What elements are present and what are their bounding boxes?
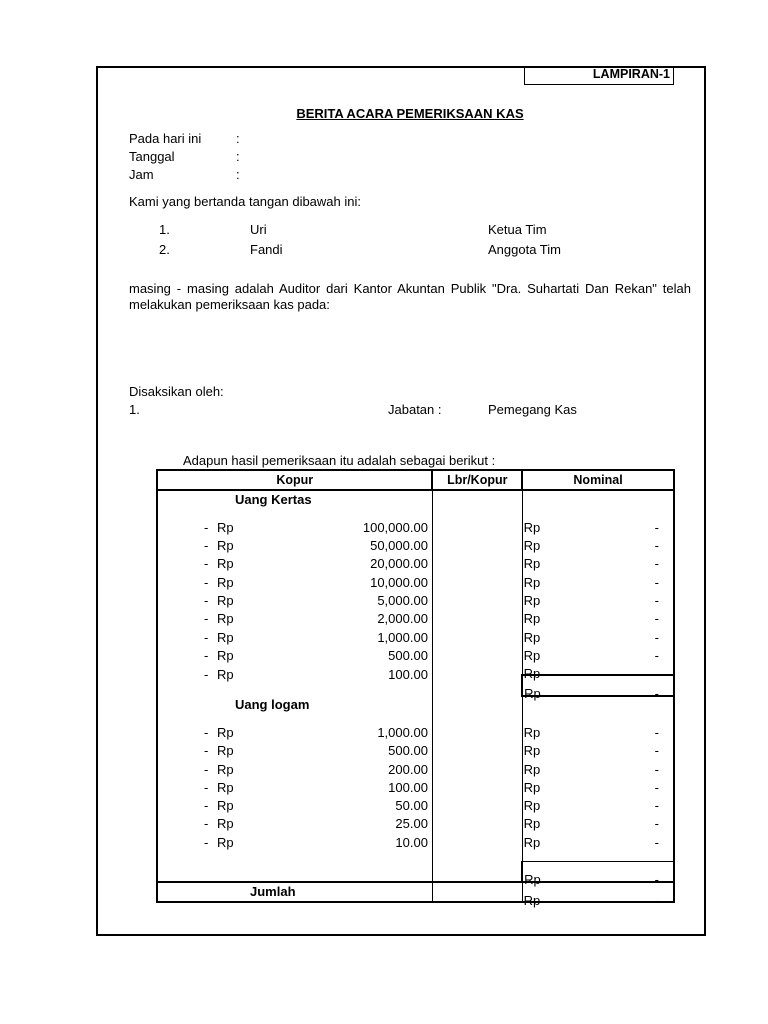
lbr-cell <box>432 546 522 564</box>
nominal-cell <box>522 619 674 645</box>
jabatan-value: Pemegang Kas <box>488 402 577 417</box>
lbr-cell <box>432 601 522 619</box>
team-name: Fandi <box>250 242 283 257</box>
table-row <box>157 601 674 619</box>
nominal-cell <box>522 656 674 682</box>
row-dash: - <box>204 816 209 832</box>
table-row <box>157 583 674 601</box>
nominal-value: - <box>654 816 659 832</box>
lbr-cell <box>432 770 522 788</box>
lbr-cell <box>432 806 522 824</box>
nominal-value: - <box>654 761 659 777</box>
nominal-cell <box>522 528 674 554</box>
intro-text: Kami yang bertanda tangan dibawah ini: <box>129 194 361 209</box>
denomination-value: 100.00 <box>388 779 428 795</box>
nominal-value: - <box>654 574 659 590</box>
team-no: 2. <box>159 242 170 257</box>
row-currency: Rp <box>217 834 234 850</box>
team-role: Ketua Tim <box>488 222 547 237</box>
row-currency: Rp <box>217 798 234 814</box>
total-row <box>157 882 674 902</box>
lbr-cell <box>432 788 522 806</box>
denomination-value: 200.00 <box>388 761 428 777</box>
row-dash: - <box>204 834 209 850</box>
table-row <box>157 788 674 806</box>
field-sep-time: : <box>236 167 240 182</box>
denomination-value: 10.00 <box>395 834 428 850</box>
row-dash: - <box>204 647 209 663</box>
team-no: 1. <box>159 222 170 237</box>
table-row <box>157 715 674 733</box>
statement-text: masing - masing adalah Auditor dari Kantor Akuntan Publik "Dra. Suhartati Dan Rekan" telah melakukan pemeriksaan kas pada: <box>129 281 691 312</box>
denomination-value: 25.00 <box>395 816 428 832</box>
nominal-value: - <box>654 743 659 759</box>
nominal-cell <box>522 733 674 759</box>
lbr-cell <box>432 715 522 733</box>
col-header-kopur: Kopur <box>157 470 432 490</box>
group-row <box>157 490 674 509</box>
denomination-value: 10,000.00 <box>370 574 428 590</box>
row-currency: Rp <box>217 519 234 535</box>
document-title: BERITA ACARA PEMERIKSAAN KAS <box>296 106 524 121</box>
denomination-value: 2,000.00 <box>377 611 428 627</box>
nominal-currency: Rp <box>523 798 541 814</box>
row-dash: - <box>204 798 209 814</box>
field-label-time: Jam <box>129 167 154 182</box>
lampiran-label: LAMPIRAN-1 <box>524 66 674 85</box>
row-dash: - <box>204 556 209 572</box>
row-currency: Rp <box>217 666 234 682</box>
nominal-value: - <box>654 592 659 608</box>
nominal-cell <box>522 675 674 702</box>
lbr-cell <box>432 825 522 843</box>
row-dash: - <box>204 592 209 608</box>
nominal-cell <box>522 564 674 590</box>
row-currency: Rp <box>217 538 234 554</box>
nominal-cell <box>522 882 674 908</box>
lbr-cell <box>432 733 522 751</box>
nominal-value: - <box>654 725 659 740</box>
jabatan-label: Jabatan : <box>388 402 442 417</box>
denomination-value: 20,000.00 <box>370 556 428 572</box>
table-row <box>157 806 674 824</box>
col-header-nominal: Nominal <box>522 470 674 490</box>
denomination-value: 500.00 <box>388 743 428 759</box>
blank-row <box>157 843 674 862</box>
nominal-cell <box>522 601 674 627</box>
row-dash: - <box>204 538 209 554</box>
jumlah-label: Jumlah <box>157 882 432 902</box>
row-currency: Rp <box>217 556 234 572</box>
row-currency: Rp <box>217 611 234 627</box>
lbr-cell <box>432 583 522 601</box>
row-dash: - <box>204 611 209 627</box>
team-role: Anggota Tim <box>488 242 561 257</box>
nominal-cell <box>522 583 674 608</box>
nominal-cell <box>522 546 674 572</box>
witness-no: 1. <box>129 402 140 417</box>
denomination-value: 1,000.00 <box>377 725 428 740</box>
denomination-value: 100,000.00 <box>362 519 428 535</box>
row-currency: Rp <box>217 592 234 608</box>
group-label-coins: Uang logam <box>157 696 432 715</box>
nominal-value: - <box>654 666 659 682</box>
row-currency: Rp <box>217 761 234 777</box>
nominal-value: - <box>654 892 659 908</box>
lbr-cell <box>432 751 522 769</box>
row-dash: - <box>204 629 209 645</box>
table-row <box>157 510 674 528</box>
denomination-value: 50.00 <box>395 798 428 814</box>
nominal-currency: Rp <box>523 834 541 850</box>
nominal-currency: Rp <box>523 761 541 777</box>
nominal-currency: Rp <box>523 666 541 682</box>
field-sep-date: : <box>236 149 240 164</box>
row-dash: - <box>204 725 209 740</box>
table-row <box>157 825 674 843</box>
nominal-value: - <box>654 798 659 814</box>
nominal-currency: Rp <box>523 538 541 554</box>
row-dash: - <box>204 574 209 590</box>
lbr-cell <box>432 528 522 546</box>
row-dash: - <box>204 519 209 535</box>
nominal-value: - <box>654 779 659 795</box>
row-currency: Rp <box>217 629 234 645</box>
field-label-day: Pada hari ini <box>129 131 202 146</box>
result-intro: Adapun hasil pemeriksaan itu adalah sebagai berikut : <box>183 453 496 468</box>
nominal-value: - <box>654 872 659 888</box>
nominal-currency: Rp <box>523 574 541 590</box>
table-row <box>157 619 674 637</box>
nominal-currency: Rp <box>523 519 541 535</box>
group-row <box>157 696 674 715</box>
denomination-value: 50,000.00 <box>370 538 428 554</box>
nominal-value: - <box>654 686 659 702</box>
row-currency: Rp <box>217 725 234 740</box>
col-header-lbr: Lbr/Kopur <box>432 470 522 490</box>
row-dash: - <box>204 743 209 759</box>
nominal-currency: Rp <box>523 725 541 740</box>
row-currency: Rp <box>217 779 234 795</box>
table-row <box>157 638 674 656</box>
table-row <box>157 770 674 788</box>
table-row <box>157 564 674 582</box>
row-currency: Rp <box>217 816 234 832</box>
row-currency: Rp <box>217 743 234 759</box>
nominal-currency: Rp <box>523 629 541 645</box>
nominal-value: - <box>654 629 659 645</box>
lbr-cell <box>432 656 522 675</box>
table-row <box>157 751 674 769</box>
nominal-value: - <box>654 834 659 850</box>
nominal-value: - <box>654 519 659 535</box>
group-label-paper: Uang Kertas <box>157 490 432 509</box>
row-currency: Rp <box>217 647 234 663</box>
nominal-value: - <box>654 611 659 627</box>
nominal-value: - <box>654 647 659 663</box>
row-dash: - <box>204 779 209 795</box>
nominal-cell <box>522 715 674 740</box>
nominal-value: - <box>654 538 659 554</box>
denomination-value: 100.00 <box>388 666 428 682</box>
nominal-cell <box>522 770 674 795</box>
nominal-currency: Rp <box>523 556 541 572</box>
nominal-cell <box>522 788 674 814</box>
nominal-currency: Rp <box>524 686 541 702</box>
team-name: Uri <box>250 222 267 237</box>
nominal-cell <box>522 751 674 777</box>
table-row <box>157 656 674 675</box>
lbr-cell <box>432 638 522 656</box>
table-row <box>157 546 674 564</box>
nominal-currency: Rp <box>524 872 541 888</box>
nominal-cell <box>522 862 674 888</box>
row-dash: - <box>204 761 209 777</box>
nominal-currency: Rp <box>523 611 541 627</box>
nominal-currency: Rp <box>523 647 541 663</box>
nominal-currency: Rp <box>523 743 541 759</box>
lbr-cell <box>432 619 522 637</box>
nominal-cell <box>522 510 674 535</box>
denomination-value: 5,000.00 <box>377 592 428 608</box>
witness-label: Disaksikan oleh: <box>129 384 224 399</box>
subtotal-row <box>157 675 674 695</box>
nominal-cell <box>522 825 674 850</box>
cash-count-table <box>156 469 675 908</box>
nominal-value: - <box>654 556 659 572</box>
field-label-date: Tanggal <box>129 149 175 164</box>
lbr-cell <box>432 510 522 528</box>
table-row <box>157 528 674 546</box>
nominal-cell <box>522 638 674 663</box>
nominal-currency: Rp <box>523 592 541 608</box>
row-dash: - <box>204 666 209 682</box>
nominal-currency: Rp <box>523 816 541 832</box>
nominal-cell <box>522 806 674 832</box>
subtotal-row <box>157 862 674 882</box>
table-body <box>157 490 674 908</box>
denomination-value: 1,000.00 <box>377 629 428 645</box>
table-row <box>157 733 674 751</box>
lbr-cell <box>432 564 522 582</box>
field-sep-day: : <box>236 131 240 146</box>
denomination-value: 500.00 <box>388 647 428 663</box>
nominal-currency: Rp <box>523 779 541 795</box>
nominal-currency: Rp <box>523 892 541 908</box>
row-currency: Rp <box>217 574 234 590</box>
